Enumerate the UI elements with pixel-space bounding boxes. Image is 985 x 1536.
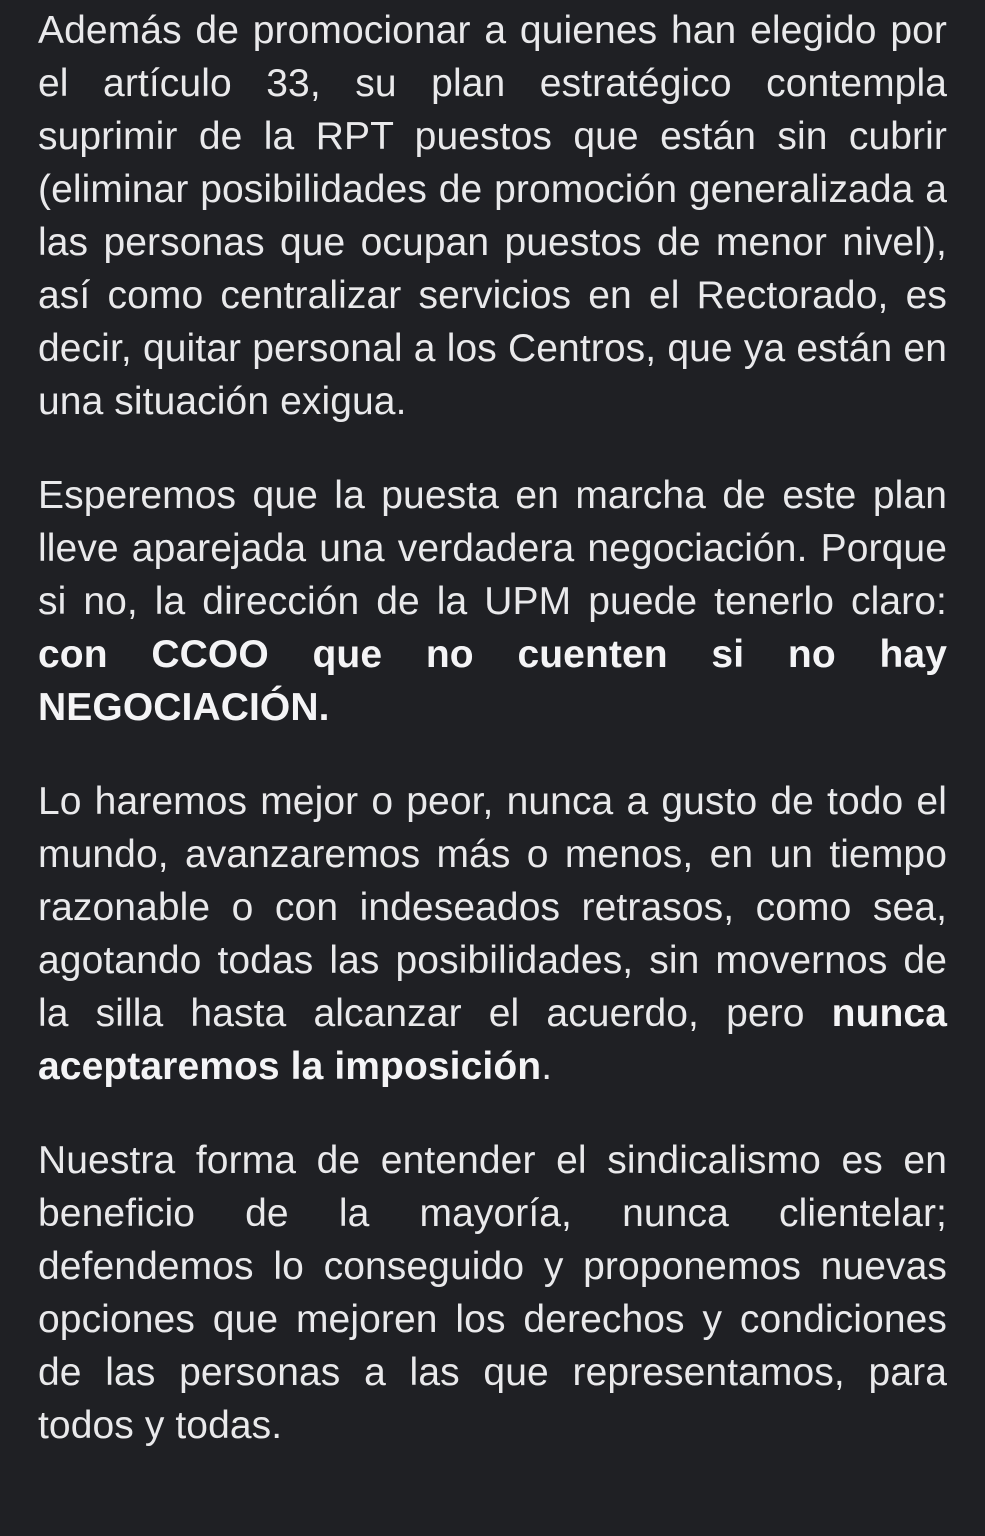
paragraph-text: Nuestra forma de entender el sindicalismo es en beneficio de la mayoría, nunca clientelar; defendemos lo conseguido y proponemos nuevas opciones que mejoren los derechos y condiciones de las personas a las que representamos, para todos y todas. bbox=[38, 1139, 947, 1447]
paragraph-text-end: . bbox=[541, 1045, 553, 1088]
bold-statement: con CCOO que no cuenten si no hay NEGOCIACIÓN. bbox=[38, 633, 947, 729]
bold-statement: nunca aceptaremos la imposición bbox=[38, 992, 947, 1088]
paragraph-plan-estrategico bbox=[38, 4, 947, 428]
paragraph-sindicalismo bbox=[38, 1134, 947, 1452]
paragraph-text: Lo haremos mejor o peor, nunca a gusto de todo el mundo, avanzaremos más o menos, en un tiempo razonable o con indeseados retrasos, como sea, agotando todas las posibilidades, sin movernos de la silla hasta alcanzar el acuerdo, pero bbox=[38, 780, 947, 1035]
paragraph-text: Esperemos que la puesta en marcha de este plan lleve aparejada una verdadera negociación. Porque si no, la dirección de la UPM puede tenerlo claro: bbox=[38, 474, 947, 623]
paragraph-negociacion bbox=[38, 469, 947, 734]
paragraph-imposicion bbox=[38, 775, 947, 1093]
paragraph-text: Además de promocionar a quienes han elegido por el artículo 33, su plan estratégico contempla suprimir de la RPT puestos que están sin cubrir (eliminar posibilidades de promoción generalizada a las personas que ocupan puestos de menor nivel), así como centralizar servicios en el Rectorado, es decir, quitar personal a los Centros, que ya están en una situación exigua. bbox=[38, 9, 947, 423]
